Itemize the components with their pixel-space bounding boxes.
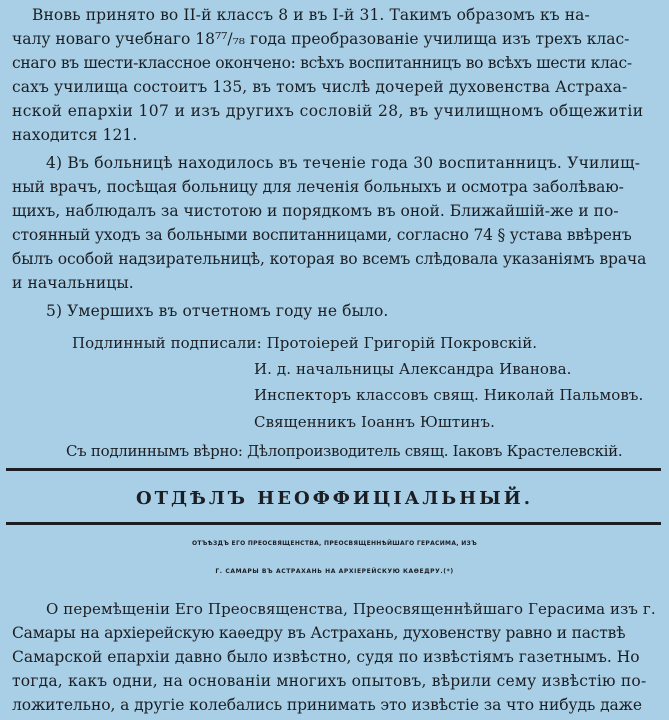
text-line: тогда, какъ одни, на основаніи многихъ опытовъ, вѣрили сему извѣстію по- bbox=[12, 672, 647, 690]
text-line: стоянный уходъ за больными воспитанницами, согласно 74 § устава ввѣренъ bbox=[12, 226, 632, 244]
signature-line: Подлинный подписали: Протоіерей Григорій Покровскій. bbox=[72, 334, 538, 352]
article-title: Г. САМАРЫ ВЪ АСТРАХАНЬ НА АРХІЕРЕЙСКУЮ КАѲЕДРУ.(*) bbox=[215, 568, 454, 575]
text-line: 4) Въ больницѣ находилось въ теченіе года 30 воспитанницъ. Училищ- bbox=[46, 154, 641, 172]
text-line: ложительно, а другіе колебались принимать это извѣстіе за что нибудь даже bbox=[12, 696, 642, 714]
text-line: снаго въ шести-классное окончено: всѣхъ воспитанницъ во всѣхъ шести клас- bbox=[12, 54, 632, 72]
divider bbox=[6, 468, 661, 471]
text-line: Вновь принято во II-й классъ 8 и въ I-й 31. Такимъ образомъ къ на- bbox=[32, 6, 590, 24]
divider bbox=[6, 522, 661, 525]
text-line: находится 121. bbox=[12, 126, 138, 144]
signature-line: Съ подлиннымъ вѣрно: Дѣлопроизводитель свящ. Іаковъ Крастелевскій. bbox=[66, 442, 623, 460]
section-heading: ОТДѢЛЪ НЕОФФИЦІАЛЬНЫЙ. bbox=[135, 488, 534, 509]
article-title: ОТЪѢЗДЪ ЕГО ПРЕОСВЯЩЕНСТВА, ПРЕОСВЯЩЕННѢЙШАГО ГЕРАСИМА, ИЗЪ bbox=[191, 540, 478, 547]
text-line: былъ особой надзирательницѣ, которая во всемъ слѣдовала указаніямъ врача bbox=[12, 250, 647, 268]
text-line: чалу новаго учебнаго 18⁷⁷/₇₈ года преобразованіе училища изъ трехъ клас- bbox=[12, 30, 630, 48]
text-line: нской епархіи 107 и изъ другихъ сословій 28, въ училищномъ общежитіи bbox=[12, 102, 644, 120]
text-line: и начальницы. bbox=[12, 274, 134, 292]
text-line: 5) Умершихъ въ отчетномъ году не было. bbox=[46, 302, 389, 320]
text-line: Самарской епархіи давно было извѣстно, судя по извѣстіямъ газетнымъ. Но bbox=[12, 648, 640, 666]
signature-line: Священникъ Іоаннъ Юштинъ. bbox=[254, 413, 496, 431]
text-line: Самары на архіерейскую каѳедру въ Астрахань, духовенству равно и паствѣ bbox=[12, 624, 626, 642]
signature-line: И. д. начальницы Александра Иванова. bbox=[254, 360, 572, 378]
text-line: О перемѣщеніи Его Преосвященства, Преосвященнѣйшаго Герасима изъ г. bbox=[46, 600, 656, 618]
signature-line: Инспекторъ классовъ свящ. Николай Пальмовъ. bbox=[254, 386, 644, 404]
text-line: ный врачъ, посѣщая больницу для леченія больныхъ и осмотра заболѣваю- bbox=[12, 178, 624, 196]
text-line: сахъ училища состоитъ 135, въ томъ числѣ дочерей духовенства Астраха- bbox=[12, 78, 628, 96]
text-line: щихъ, наблюдалъ за чистотою и порядкомъ въ оной. Ближайшій-же и по- bbox=[12, 202, 619, 220]
